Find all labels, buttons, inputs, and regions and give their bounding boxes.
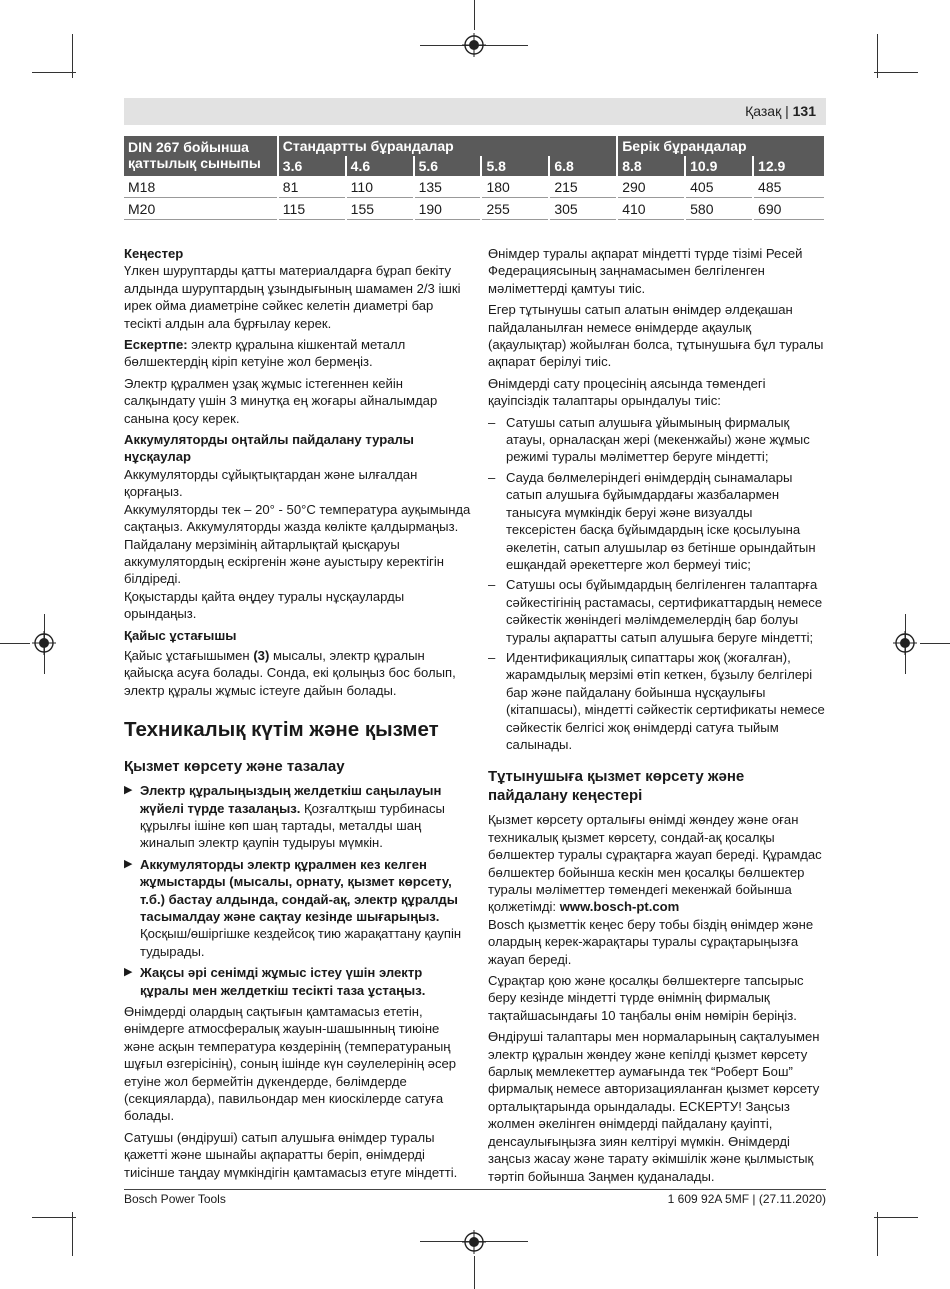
bullet-marker-icon: ▶ [124, 857, 133, 870]
consumer-paragraph: Өндіруші талаптары мен нормаларының сақталуымен электр құралын жөндеу және кепілді қызмет көрсету барлық мемлекеттер аумағында тек “Роберт Бош” фирмалық немесе авторизацияланған қызмет көрсету орталықтарында орындалады. ЕСКЕРТУ! Заңсыз жолмен әкелінген өнімдерді пайдалану қауіпті, денсаулығыңызға зиян келтіруі мүмкін. Өнімдерді заңсыз жасау және тарату әкімшілік және қылмыстық тәртіп бойынша Заңмен қуданалады. [488, 1029, 820, 1184]
consumer-paragraph [488, 811, 826, 915]
info-paragraph: Өнімдерді сату процесінің аясында төмендегі қауіпсіздік талаптары орындалуы тиіс: [488, 375, 766, 409]
table-cell: 110 [346, 176, 414, 198]
battery-paragraph: Қоқыстарды қайта өңдеу туралы нұсқауларды орындаңыз. [124, 588, 405, 622]
dash-text: Сауда бөлмелеріндегі өнімдердің сынамалары сатып алушыға бұйымдардағы жазбалармен танысуға мүмкіндік беруі және визуалды тексерістен басқа бұйымдардың іске қосылуына әкелетін, сатып алушылар өз бетінше орындайтын ешқандай әрекеттерге жол бермеуі тиіс; [506, 469, 816, 572]
table-class: 5.8 [481, 156, 549, 176]
note-text: электр құралына кішкентай металл бөлшектердің кіріп кетуіне жол бермеңіз. [124, 337, 406, 370]
table-cell: 81 [278, 176, 346, 198]
registration-mark-icon [462, 33, 486, 57]
right-column [488, 245, 826, 1189]
registration-mark-icon [32, 631, 56, 655]
dash-marker: – [488, 577, 496, 593]
table-cell: 115 [278, 198, 346, 220]
crop-mark [874, 72, 918, 73]
tips-paragraph: Үлкен шуруптарды қатты материалдарға бұрап бекіту алдында шуруптардың ұзындығының шамамен 2/3 ішкі ирек ойма диаметріне сәйкес келетін диаметрі бар тесікті алдын ала бұрғылау керек. [124, 263, 461, 331]
bullet-marker-icon: ▶ [124, 784, 133, 797]
bullet-text: Қозғалтқыш турбинасы құрылғы ішіне көп шаң тартады, металды шаң жиналып электр қаупін тудыруы мүмкін. [140, 800, 445, 851]
table-cell: 135 [414, 176, 482, 198]
table-cell: 180 [481, 176, 549, 198]
table-cell: 410 [617, 198, 685, 220]
belt-paragraph [124, 647, 472, 699]
dash-item [488, 649, 826, 753]
crop-mark [920, 643, 950, 644]
table-class: 6.8 [549, 156, 617, 176]
footer-divider [124, 1189, 826, 1190]
consumer-paragraph: Сұрақтар қою және қосалқы бөлшектерге тапсырыс беру кезінде міндетті түрде өнімнің фирмалық тақтайшасындағы 10 таңбалы өнім нөмірін беріңіз. [488, 973, 804, 1023]
belt-text: Қайыс ұстағышымен [124, 647, 254, 663]
table-cell: 485 [753, 176, 825, 198]
bullet-bold: Аккумуляторды электр құралмен кез келген жұмыстарды (мысалы, орнату, қызмет көрсету, т.б.) бастау алдында, сондай-ақ, электр құралды тасымалдау және сақтау кезінде шығарыңыз. [140, 856, 458, 924]
left-column [124, 245, 472, 1185]
note-label: Ескертпе: [124, 337, 188, 353]
table-class: 5.6 [414, 156, 482, 176]
storage-paragraph: Сатушы (өндіруші) сатып алушыға өнімдер туралы қажетті және шынайы ақпаратты беріп, өнімдерді тиісінше таңдау мүмкіндігін қамтамасыз етуге міндетті. [124, 1129, 458, 1180]
table-row-label: M20 [124, 198, 278, 220]
bullet-item [124, 782, 472, 852]
table-cell: 215 [549, 176, 617, 198]
website-link[interactable]: www.bosch-pt.com [559, 899, 680, 915]
bullet-item [124, 964, 472, 999]
bullet-bold: Жақсы әрі сенімді жұмыс істеу үшін электр құралы мен желдеткіш тесікті таза ұстаңыз. [140, 965, 426, 998]
table-row [124, 176, 825, 198]
bullet-text: Қосқыш/өшіргішке кездейсоқ тию жарақаттану қаупін тудырады. [140, 926, 462, 959]
table-cell: 690 [753, 198, 825, 220]
table-class: 10.9 [685, 156, 753, 176]
crop-mark [72, 1212, 73, 1256]
table-cell: 190 [414, 198, 482, 220]
header-language: Қазақ [745, 103, 782, 119]
table-cell: 405 [685, 176, 753, 198]
crop-mark [474, 1256, 475, 1289]
battery-paragraph: Пайдалану мерзімінің айтарлықтай қысқаруы аккумулятордың ескіргенін және ауыстыру керектігін білдіреді. [124, 536, 444, 587]
table-cell: 255 [481, 198, 549, 220]
registration-mark-icon [893, 631, 917, 655]
table-class: 12.9 [753, 156, 825, 176]
footer-brand: Bosch Power Tools [124, 1192, 226, 1206]
dash-item [488, 414, 826, 466]
storage-paragraph: Өнімдерді олардың сақтығын қамтамасыз ететін, өнімдерге атмосфералық жауын-шашынның тиюіне және асқын температура көздерінің (температураның шұғыл өзгерісінің), соның ішінде күн сәулелерінің әсер етуіне жол бермейтін дүкендерде, бөлімдерде (секцияларда), павильондар мен киоскілерде сатуға болады. [124, 1004, 457, 1124]
header-label [745, 103, 816, 119]
service-heading: Қызмет көрсету және тазалау [124, 758, 345, 776]
bullet-bold: Электр құралыңыздың желдеткіш саңылауын жүйелі түрде тазалаңыз. [140, 783, 442, 816]
registration-mark-icon [462, 1230, 486, 1254]
battery-paragraph: Аккумуляторды сұйықтықтардан және ылғалдан қорғаңыз. [124, 466, 418, 500]
bullet-item [124, 856, 472, 960]
table-cell: 290 [617, 176, 685, 198]
table-group-standard: Стандартты бұрандалар [278, 136, 617, 156]
hardness-table [124, 136, 826, 220]
table-class: 3.6 [278, 156, 346, 176]
bullet-marker-icon: ▶ [124, 966, 133, 979]
dash-item [488, 576, 826, 646]
dash-item [488, 469, 826, 573]
belt-text: мысалы, электр құралын қайысқа асуға болады. Сонда, екі қолыңыз бос болып, электр құралы жұмыс істеуге дайын болады. [124, 647, 456, 698]
table-cell: 155 [346, 198, 414, 220]
page-number: 131 [792, 103, 816, 119]
table-cell: 305 [549, 198, 617, 220]
crop-mark [877, 1212, 878, 1256]
table-header-label: DIN 267 бойынша қаттылық сыныпы [124, 136, 278, 176]
consumer-heading: Тұтынушыға қызмет көрсету және пайдалану кеңестері [488, 768, 745, 805]
crop-mark [32, 1217, 76, 1218]
note-paragraph [124, 336, 472, 371]
battery-paragraph: Аккумуляторды тек – 20° - 50°C температура ауқымында сақтаңыз. Аккумуляторды жазда көлікте қалдырмаңыз. [124, 501, 471, 535]
tips-heading: Кеңестер [124, 246, 184, 261]
main-section-heading: Техникалық күтім және қызмет [124, 718, 439, 742]
table-row [124, 198, 825, 220]
crop-mark [32, 72, 76, 73]
table-class: 8.8 [617, 156, 685, 176]
dash-marker: – [488, 469, 496, 485]
consumer-paragraph: Bosch қызметтік кеңес беру тобы біздің өнімдер және олардың керек-жарақтары туралы сұрақтарыңызға жауап береді. [488, 916, 814, 967]
table-group-strong: Берік бұрандалар [617, 136, 825, 156]
crop-mark [0, 643, 30, 644]
dash-text: Сатушы сатып алушыға ұйымының фирмалық атауы, орналасқан жері (мекенжайы) және жұмыс режимі туралы мәліметтер беруге міндетті; [506, 414, 810, 465]
tips-paragraph: Электр құралмен ұзақ жұмыс істегеннен кейін салқындату үшін 3 минутқа ең жоғары айналымдар санына қосу керек. [124, 375, 438, 426]
belt-heading: Қайыс ұстағышы [124, 627, 237, 643]
dash-text: Сатушы осы бұйымдардың белгіленген талаптарға сәйкестігінің растамасы, сертификаттардың немесе сәйкестік жөніндегі мәлімдемелердің бар болуы туралы ақпаратты сатып алушыға беруге міндетті; [506, 577, 823, 645]
table-class: 4.6 [346, 156, 414, 176]
battery-heading: Аккумуляторды оңтайлы пайдалану туралы нұсқаулар [124, 432, 414, 465]
header-separator: | [785, 103, 789, 119]
crop-mark [474, 0, 475, 30]
consumer-text: Қызмет көрсету орталығы өнімді жөндеу және оған техникалық қызмет көрсету, сондай-ақ қосалқы бөлшектер туралы сұрақтарға жауап береді. Құрамдас бөлшектер бойынша кескін мен қосалқы бөлшектер туралы мәліметтер төмендегі мекенжай бойынша қолжетімді: [488, 812, 822, 915]
table-row-label: M18 [124, 176, 278, 198]
crop-mark [874, 1217, 918, 1218]
dash-marker: – [488, 649, 496, 665]
footer-code: 1 609 92A 5MF | (27.11.2020) [667, 1192, 826, 1206]
info-paragraph: Егер тұтынушы сатып алатын өнімдер әлдеқашан пайдаланылған немесе өнімдерде ақаулық (ақаулықтар) жойылған болса, тұтынушыға бұл туралы ақпарат берілуі тиіс. [488, 302, 824, 370]
info-paragraph: Өнімдер туралы ақпарат міндетті түрде тізімі Ресей Федерациясының заңнамасымен белгіленген мәліметтерді қамтуы тиіс. [488, 246, 803, 296]
dash-text: Идентификациялық сипаттары жоқ (жоғалған), жарамдылық мерзімі өтіп кеткен, бұзылу белгілері бар және пайдалану бойынша нұсқаулығы (кітапшасы), міндетті сәйкестік сертификаты немесе сәйкестік белгісі жоқ өнімдерді сатуға тыйым салынады. [506, 649, 825, 752]
table-cell: 580 [685, 198, 753, 220]
page-header [124, 98, 826, 125]
dash-marker: – [488, 414, 496, 430]
belt-number: (3) [253, 647, 270, 663]
